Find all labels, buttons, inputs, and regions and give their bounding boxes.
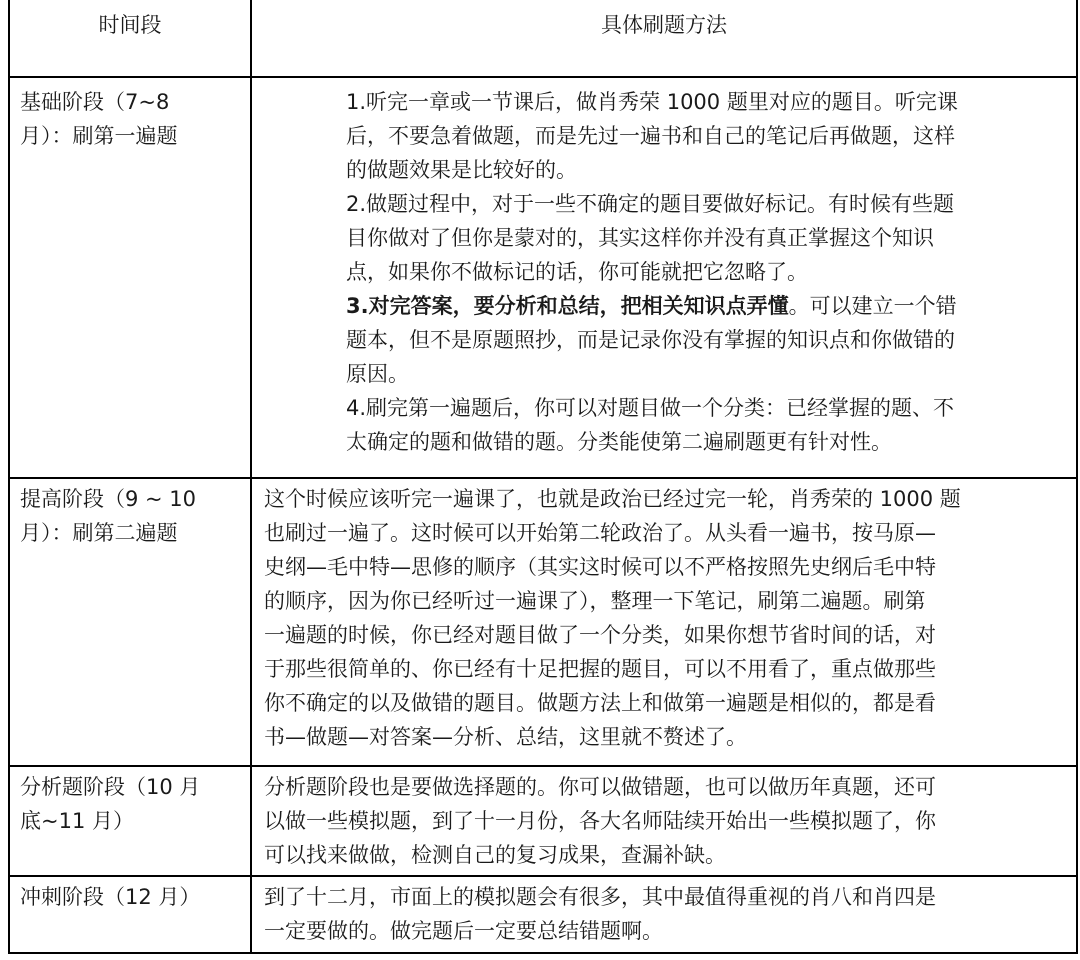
stage-line: 月）：刷第一遍题: [20, 124, 178, 148]
method-line: 后，不要急着做题，而是先过一遍书和自己的笔记后再做题，这样: [346, 124, 955, 148]
method-line: 太确定的题和做错的题。分类能使第二遍刷题更有针对性。: [346, 430, 892, 454]
stage-basic: [20, 85, 178, 153]
method-line: 目你做对了但你是蒙对的，其实这样你并没有真正掌握这个知识: [346, 226, 934, 250]
method-improve: [264, 482, 961, 754]
method-line: 书—做题—对答案—分析、总结，这里就不赘述了。: [264, 725, 747, 749]
method-line-emphasis: [346, 289, 958, 323]
method-line: 到了十二月，市面上的模拟题会有很多，其中最值得重视的肖八和肖四是: [264, 885, 936, 909]
table-row-divider: [8, 477, 1078, 479]
stage-line: 冲刺阶段（12 月）: [20, 885, 201, 909]
method-line: 点，如果你不做标记的话，你可能就把它忽略了。: [346, 260, 808, 284]
method-line: 一遍题的时候，你已经对题目做了一个分类，如果你想节省时间的话，对: [264, 623, 936, 647]
method-line: 2.做题过程中，对于一些不确定的题目要做好标记。有时候有些题: [346, 192, 955, 216]
method-line: 分析题阶段也是要做选择题的。你可以做错题，也可以做历年真题，还可: [264, 775, 936, 799]
emphasis-text: 3.对完答案，要分析和总结，把相关知识点弄懂: [346, 294, 789, 318]
header-method: 具体刷题方法: [601, 13, 727, 37]
stage-line: 月）：刷第二遍题: [20, 521, 178, 545]
emphasis-rest: 。可以建立一个错: [788, 294, 957, 318]
stage-analysis: [20, 770, 200, 838]
stage-line: 分析题阶段（10 月: [20, 775, 201, 799]
method-basic: [346, 85, 958, 459]
method-line: 于那些很简单的、你已经有十足把握的题目，可以不用看了，重点做那些: [264, 657, 936, 681]
method-line: 你不确定的以及做错的题目。做题方法上和做第一遍题是相似的，都是看: [264, 691, 936, 715]
method-line: 的顺序，因为你已经听过一遍课了），整理一下笔记，刷第二遍题。刷第: [264, 589, 926, 613]
method-line: 以做一些模拟题，到了十一月份，各大名师陆续开始出一些模拟题了，你: [264, 809, 936, 833]
method-sprint: [264, 880, 936, 948]
stage-improve: [20, 482, 196, 550]
table-row-divider: [8, 765, 1078, 767]
method-line: 史纲—毛中特—思修的顺序（其实这时候可以不严格按照先史纲后毛中特: [264, 555, 936, 579]
stage-line: 底~11 月）: [20, 809, 134, 833]
method-line: 原因。: [346, 362, 409, 386]
method-analysis: [264, 770, 936, 872]
method-line: 的做题效果是比较好的。: [346, 158, 577, 182]
header-period: 时间段: [98, 13, 162, 37]
method-line: 可以找来做做，检测自己的复习成果，查漏补缺。: [264, 843, 726, 867]
method-line: 题本，但不是原题照抄，而是记录你没有掌握的知识点和你做错的: [346, 328, 955, 352]
table-border-bottom: [8, 952, 1078, 954]
method-line: 4.刷完第一遍题后，你可以对题目做一个分类：已经掌握的题、不: [346, 396, 955, 420]
method-line: 也刷过一遍了。这时候可以开始第二轮政治了。从头看一遍书，按马原—: [264, 521, 936, 545]
table-row-divider: [8, 76, 1078, 78]
table-row-divider: [8, 875, 1078, 877]
stage-sprint: [20, 880, 200, 914]
method-line: 一定要做的。做完题后一定要总结错题啊。: [264, 919, 663, 943]
method-line: 这个时候应该听完一遍课了，也就是政治已经过完一轮，肖秀荣的 1000 题: [264, 487, 961, 511]
stage-line: 提高阶段（9 ~ 10: [20, 487, 197, 511]
stage-line: 基础阶段（7~8: [20, 90, 170, 114]
method-line: 1.听完一章或一节课后，做肖秀荣 1000 题里对应的题目。听完课: [346, 90, 958, 114]
